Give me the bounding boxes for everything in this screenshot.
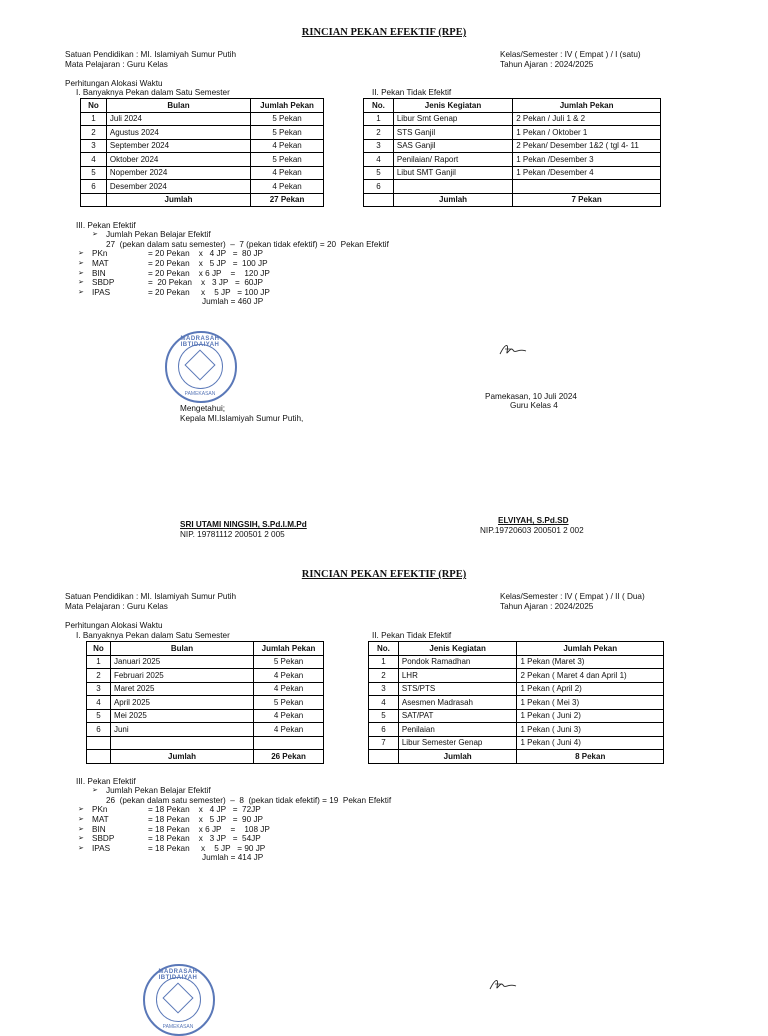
total-label: Jumlah	[398, 750, 517, 764]
mata-pelajaran: Mata Pelajaran : Guru Kelas	[65, 60, 168, 69]
table-row	[369, 709, 664, 723]
subject-calc: = 18 Pekan x 6 JP = 108 JP	[148, 824, 270, 834]
kelas-semester: Kelas/Semester : IV ( Empat ) / I (satu)	[500, 50, 641, 59]
total-label: Jumlah	[106, 193, 250, 207]
table-cell	[87, 750, 111, 764]
table-cell: Agustus 2024	[106, 126, 250, 140]
table-row	[87, 709, 324, 723]
table-cell: Penilaian	[398, 723, 517, 737]
table-cell: 1 Pekan /Desember 4	[513, 166, 661, 180]
table-row	[87, 669, 324, 683]
subject-calc: = 18 Pekan x 5 JP = 90 JP	[148, 844, 266, 854]
table-cell: 1	[364, 112, 394, 126]
subject-name: PKn	[92, 805, 108, 814]
subject-name: BIN	[92, 824, 106, 834]
stamp-text: MADRASAH IBTIDAIYAH	[180, 336, 220, 348]
table-cell: Libut SMT Ganjil	[393, 166, 512, 180]
table-row	[87, 655, 324, 669]
table-cell: 1 Pekan /Desember 3	[513, 153, 661, 167]
table-row	[364, 112, 661, 126]
jumlah-jp: Jumlah = 460 JP	[202, 297, 264, 306]
table-row	[364, 153, 661, 167]
table-cell: 4 Pekan	[254, 709, 324, 723]
non-effective-weeks-table	[368, 641, 664, 764]
subject-row	[78, 834, 270, 844]
column-header: Jenis Kegiatan	[398, 642, 517, 656]
column-header: No	[81, 99, 107, 113]
table-cell: Nopember 2024	[106, 166, 250, 180]
table-cell: 2 Pekan/ Desember 1&2 ( tgl 4- 11	[513, 139, 661, 153]
table-cell: 1	[369, 655, 399, 669]
weeks-per-month-table	[80, 98, 324, 207]
table-row	[364, 180, 661, 194]
column-header: Bulan	[106, 99, 250, 113]
arrow-bullet-icon: ➢	[92, 787, 98, 794]
jpbe-label: Jumlah Pekan Belajar Efektif	[106, 786, 211, 795]
total-value: 8 Pekan	[517, 750, 664, 764]
table-row	[369, 682, 664, 696]
table-cell: 4 Pekan	[254, 669, 324, 683]
kepala-label: Kepala MI.Islamiyah Sumur Putih,	[180, 414, 304, 423]
kelas-semester: Kelas/Semester : IV ( Empat ) / II ( Dua)	[500, 592, 645, 601]
jpbe-label: Jumlah Pekan Belajar Efektif	[106, 230, 211, 239]
table-cell: Asesmen Madrasah	[398, 696, 517, 710]
formula: 26 (pekan dalam satu semester) – 8 (pekan tidak efektif) = 19 Pekan Efektif	[106, 795, 392, 805]
table-cell: 3	[364, 139, 394, 153]
table-cell: Mei 2025	[110, 709, 253, 723]
table-cell: 6	[364, 180, 394, 194]
subject-list	[78, 249, 270, 298]
table-cell: 5 Pekan	[254, 696, 324, 710]
table-cell: 4 Pekan	[251, 139, 324, 153]
subject-row	[78, 805, 270, 815]
table-cell: 7	[369, 736, 399, 750]
subject-name: MAT	[92, 814, 109, 824]
column-header: Jumlah Pekan	[254, 642, 324, 656]
subject-row	[78, 249, 270, 259]
table-cell: STS Ganjil	[393, 126, 512, 140]
place-date: Pamekasan, 10 Juli 2024	[485, 392, 577, 401]
section-heading: III. Pekan Efektif	[76, 777, 136, 786]
subject-calc: = 20 Pekan x 3 JP = 60JP	[148, 278, 263, 288]
subject-calc: = 20 Pekan x 5 JP = 100 JP	[148, 258, 268, 268]
table-cell: Juli 2024	[106, 112, 250, 126]
table-cell: 3	[369, 682, 399, 696]
table-cell: 1 Pekan ( Juni 4)	[517, 736, 664, 750]
table-cell	[364, 193, 394, 207]
table-cell: 1 Pekan ( Mei 3)	[517, 696, 664, 710]
subject-row	[78, 269, 270, 279]
table-cell: 5 Pekan	[254, 655, 324, 669]
table-cell: 1 Pekan ( Juni 2)	[517, 709, 664, 723]
table-cell	[513, 180, 661, 194]
subject-name: PKn	[92, 249, 108, 258]
table-cell: September 2024	[106, 139, 250, 153]
table-cell: 1 Pekan ( Juni 3)	[517, 723, 664, 737]
arrow-bullet-icon: ➢	[78, 289, 84, 297]
arrow-bullet-icon: ➢	[78, 250, 84, 257]
table-row	[81, 153, 324, 167]
table-cell: 1	[87, 655, 111, 669]
table-row	[369, 696, 664, 710]
table-row	[81, 139, 324, 153]
total-label: Jumlah	[393, 193, 512, 207]
table-cell: STS/PTS	[398, 682, 517, 696]
page-title: RINCIAN PEKAN EFEKTIF (RPE)	[301, 27, 467, 38]
page-title: RINCIAN PEKAN EFEKTIF (RPE)	[301, 569, 467, 580]
mengetahui-label: Mengetahui;	[180, 404, 226, 413]
table-cell: 4	[81, 153, 107, 167]
table-cell: Libur Smt Genap	[393, 112, 512, 126]
table-cell: 6	[369, 723, 399, 737]
school-stamp	[165, 331, 237, 403]
table-row	[364, 166, 661, 180]
table-total-row	[369, 750, 664, 764]
weeks-per-month-table	[86, 641, 324, 764]
table-cell: 2	[369, 669, 399, 683]
table-cell: LHR	[398, 669, 517, 683]
table-cell: Januari 2025	[110, 655, 253, 669]
table-cell: 5	[364, 166, 394, 180]
table-row	[369, 736, 664, 750]
table-cell: 1 Pekan (Maret 3)	[517, 655, 664, 669]
total-value: 27 Pekan	[251, 193, 324, 207]
table-cell: Penilaian/ Raport	[393, 153, 512, 167]
table-row	[81, 180, 324, 194]
total-value: 7 Pekan	[513, 193, 661, 207]
arrow-bullet-icon: ➢	[78, 279, 84, 287]
table-cell: Juni	[110, 723, 253, 737]
tahun-ajaran: Tahun Ajaran : 2024/2025	[500, 60, 594, 69]
table-cell: 5 Pekan	[251, 112, 324, 126]
arrow-bullet-icon: ➢	[78, 806, 84, 813]
column-header: Bulan	[110, 642, 253, 656]
subject-name: MAT	[92, 258, 109, 268]
column-header: Jumlah Pekan	[517, 642, 664, 656]
arrow-bullet-icon: ➢	[78, 845, 84, 853]
subject-name: IPAS	[92, 844, 111, 854]
table-cell: 1 Pekan / Oktober 1	[513, 126, 661, 140]
table-header-row	[369, 642, 664, 656]
column-header: No.	[369, 642, 399, 656]
table-cell: SAT/PAT	[398, 709, 517, 723]
table-row	[369, 655, 664, 669]
subject-row	[78, 815, 270, 825]
table-cell: Oktober 2024	[106, 153, 250, 167]
subject-row	[78, 278, 270, 288]
table-cell: 2	[81, 126, 107, 140]
signature-icon	[497, 340, 529, 360]
table-cell: 5	[81, 166, 107, 180]
subject-name: BIN	[92, 268, 106, 278]
arrow-bullet-icon: ➢	[92, 231, 98, 238]
table-cell	[393, 180, 512, 194]
table-cell	[81, 193, 107, 207]
total-label: Jumlah	[110, 750, 253, 764]
table-cell: 4 Pekan	[251, 180, 324, 194]
section-heading: I. Banyaknya Pekan dalam Satu Semester	[76, 88, 230, 97]
column-header: No.	[364, 99, 394, 113]
formula: 27 (pekan dalam satu semester) – 7 (pekan tidak efektif) = 20 Pekan Efektif	[106, 239, 389, 249]
subject-calc: = 20 Pekan x 5 JP = 100 JP	[148, 288, 270, 298]
column-header: Jumlah Pekan	[251, 99, 324, 113]
subject-row	[78, 825, 270, 835]
table-cell: 5 Pekan	[251, 153, 324, 167]
arrow-bullet-icon: ➢	[78, 269, 84, 277]
arrow-bullet-icon: ➢	[78, 259, 84, 267]
perhitungan-heading: Perhitungan Alokasi Waktu	[65, 79, 163, 88]
table-cell: 2	[87, 669, 111, 683]
table-total-row	[87, 750, 324, 764]
effective-weeks-calc	[92, 230, 389, 250]
table-cell: Pondok Ramadhan	[398, 655, 517, 669]
column-header: No	[87, 642, 111, 656]
table-cell	[87, 736, 111, 750]
stamp-text: PAMEKASAN	[162, 1024, 194, 1030]
guru-role: Guru Kelas 4	[510, 401, 558, 410]
section-heading: II. Pekan Tidak Efektif	[372, 88, 452, 97]
table-cell: 2 Pekan ( Maret 4 dan April 1)	[517, 669, 664, 683]
satuan-pendidikan: Satuan Pendidikan : MI. Islamiyah Sumur Putih	[65, 592, 237, 601]
stamp-text: PAMEKASAN	[184, 391, 216, 397]
subject-calc: = 18 Pekan x 5 JP = 90 JP	[148, 814, 263, 824]
table-cell: 5	[369, 709, 399, 723]
table-row	[87, 723, 324, 737]
table-row	[81, 112, 324, 126]
table-cell	[254, 736, 324, 750]
table-cell: 4	[364, 153, 394, 167]
table-cell: 1 Pekan ( April 2)	[517, 682, 664, 696]
stamp-text: MADRASAH IBTIDAIYAH	[158, 969, 198, 981]
table-row	[369, 723, 664, 737]
subject-row	[78, 259, 270, 269]
section-heading: II. Pekan Tidak Efektif	[372, 631, 452, 640]
subject-calc: = 20 Pekan x 4 JP = 80 JP	[148, 249, 263, 258]
subject-calc: = 20 Pekan x 6 JP = 120 JP	[148, 268, 270, 278]
arrow-bullet-icon: ➢	[78, 825, 84, 833]
arrow-bullet-icon: ➢	[78, 815, 84, 823]
table-header-row	[81, 99, 324, 113]
total-value: 26 Pekan	[254, 750, 324, 764]
column-header: Jumlah Pekan	[513, 99, 661, 113]
table-cell: 4	[87, 696, 111, 710]
table-row	[87, 682, 324, 696]
table-row	[81, 126, 324, 140]
section-heading: III. Pekan Efektif	[76, 221, 136, 230]
subject-calc: = 18 Pekan x 4 JP = 72JP	[148, 805, 261, 814]
kepala-name: SRI UTAMI NINGSIH, S.Pd.I.M.Pd	[180, 520, 307, 529]
non-effective-weeks-table	[363, 98, 661, 207]
perhitungan-heading: Perhitungan Alokasi Waktu	[65, 621, 163, 630]
table-cell: 1	[81, 112, 107, 126]
table-total-row	[364, 193, 661, 207]
table-total-row	[81, 193, 324, 207]
table-cell	[110, 736, 253, 750]
table-cell: 4	[369, 696, 399, 710]
jumlah-jp: Jumlah = 414 JP	[202, 853, 264, 862]
table-row	[369, 669, 664, 683]
table-row	[87, 696, 324, 710]
table-row	[364, 126, 661, 140]
kepala-nip: NIP. 19781112 200501 2 005	[180, 530, 285, 539]
table-cell: 5 Pekan	[251, 126, 324, 140]
table-cell: 6	[87, 723, 111, 737]
table-cell: Maret 2025	[110, 682, 253, 696]
table-cell	[369, 750, 399, 764]
subject-name: IPAS	[92, 288, 111, 298]
table-cell: Libur Semester Genap	[398, 736, 517, 750]
table-row	[87, 736, 324, 750]
arrow-bullet-icon: ➢	[78, 835, 84, 843]
subject-list	[78, 805, 270, 854]
table-cell: 2	[364, 126, 394, 140]
table-cell: April 2025	[110, 696, 253, 710]
table-cell: 3	[81, 139, 107, 153]
subject-name: SBDP	[92, 834, 115, 844]
satuan-pendidikan: Satuan Pendidikan : MI. Islamiyah Sumur Putih	[65, 50, 237, 59]
guru-nip: NIP.19720603 200501 2 002	[480, 526, 584, 535]
column-header: Jenis Kegiatan	[393, 99, 512, 113]
table-cell: 4 Pekan	[254, 723, 324, 737]
guru-name: ELVIYAH, S.Pd.SD	[498, 516, 569, 525]
table-cell: 4 Pekan	[251, 166, 324, 180]
tahun-ajaran: Tahun Ajaran : 2024/2025	[500, 602, 594, 611]
table-cell: 5	[87, 709, 111, 723]
section-heading: I. Banyaknya Pekan dalam Satu Semester	[76, 631, 230, 640]
subject-name: SBDP	[92, 278, 115, 288]
table-cell: 3	[87, 682, 111, 696]
school-stamp	[143, 964, 215, 1036]
table-cell: Desember 2024	[106, 180, 250, 194]
table-cell: 6	[81, 180, 107, 194]
table-header-row	[364, 99, 661, 113]
effective-weeks-calc	[92, 786, 391, 806]
subject-calc: = 18 Pekan x 3 JP = 54JP	[148, 834, 261, 844]
table-row	[364, 139, 661, 153]
signature-icon	[487, 975, 519, 995]
table-row	[81, 166, 324, 180]
table-cell: 4 Pekan	[254, 682, 324, 696]
table-header-row	[87, 642, 324, 656]
table-cell: Februari 2025	[110, 669, 253, 683]
mata-pelajaran: Mata Pelajaran : Guru Kelas	[65, 602, 168, 611]
table-cell: SAS Ganjil	[393, 139, 512, 153]
table-cell: 2 Pekan / Juli 1 & 2	[513, 112, 661, 126]
